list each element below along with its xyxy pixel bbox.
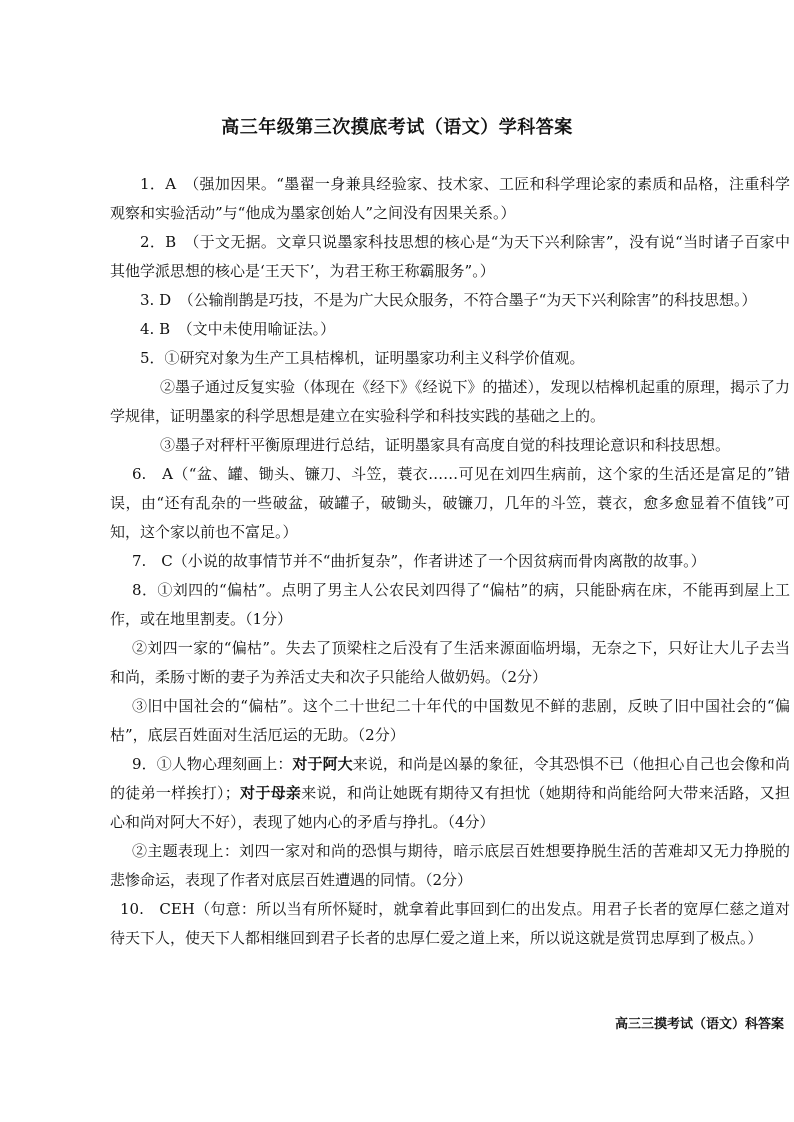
answer-9-bold-b: 对于母亲 xyxy=(239,784,302,802)
answer-5-point-3: ③墨子对秤杆平衡原理进行总结，证明墨家具有高度自觉的科技理论意识和科技思想。 xyxy=(160,436,731,454)
answer-1: 1．A （强加因果。“墨翟一身兼具经验家、技术家、工匠和科学理论家的素质和品格，注重科学观察和实验活动”与“他成为墨家创始人”之间没有因果关系。） xyxy=(110,175,790,222)
answer-5-point-2: ②墨子通过反复实验（体现在《经下》《经说下》的描述），发现以桔槔机起重的原理，揭示了力学规律，证明墨家的科学思想是建立在实验科学和科技实践的基础之上的。 xyxy=(110,378,791,425)
answers-body xyxy=(110,170,790,953)
answer-8-point-1: 8．①刘四的“偏枯”。点明了男主人公农民刘四得了“偏枯”的病，只能卧病在床，不能再到屋上工作，或在地里割麦。（1分） xyxy=(110,581,790,628)
answer-2: 2．B （于文无据。文章只说墨家科技思想的核心是“为天下兴利除害”，没有说“当时诸子百家中其他学派思想的核心是‘王天下’，为君王称王称霸服务”。） xyxy=(110,233,790,280)
answer-5-point-1: 5．①研究对象为生产工具桔槔机，证明墨家功利主义科学价值观。 xyxy=(140,349,585,367)
page-footer: 高三三摸考试（语文）科答案 xyxy=(614,1017,784,1032)
answer-9-text-b: 来说，和尚是凶暴的象征，令其恐惧不已（他担心自己也会像和尚的徒弟一样挨打）； xyxy=(110,755,790,802)
answer-9-point-1 xyxy=(110,750,790,837)
answer-7: 7. C（小说的故事情节并不“曲折复杂”，作者讲述了一个因贫病而骨肉离散的故事。） xyxy=(132,552,706,570)
answer-9-text-c: 来说，和尚让她既有期待又有担忧（她期待和尚能给阿大带来活路，又担心和尚对阿大不好），表现了她内心的矛盾与挣扎。（4分） xyxy=(110,784,790,831)
answer-9-text-a: 9．①人物心理刻画上： xyxy=(132,755,293,773)
answer-3: 3. D （公输削鹊是巧技，不是为广大民众服务，不符合墨子“为天下兴利除害”的科技思想。） xyxy=(140,291,757,309)
answer-10: 10. CEH（句意：所以当有所怀疑时，就拿着此事回到仁的出发点。用君子长者的宽厚仁慈之道对待天下人，使天下人都相继回到君子长者的忠厚仁爱之道上来，所以说这就是赏罚忠厚到了极点。） xyxy=(110,900,790,947)
page-title: 高三年级第三次摸底考试（语文）学科答案 xyxy=(221,117,573,138)
answer-6: 6. A（“盆、罐、锄头、镰刀、斗笠，蓑衣……可见在刘四生病前，这个家的生活还是富足的”错误，由“还有乱杂的一些破盆，破罐子，破锄头，破镰刀，几年的斗笠，蓑衣，愈多愈显着不值钱”可知，这个家以前也不富足。） xyxy=(110,465,790,541)
answer-9-bold-a: 对于阿大 xyxy=(292,755,353,773)
answer-8-point-3: ③旧中国社会的“偏枯”。这个二十世纪二十年代的中国数见不鲜的悲剧，反映了旧中国社会的“偏枯”，底层百姓面对生活厄运的无助。（2分） xyxy=(110,697,790,744)
answer-8-point-2: ②刘四一家的“偏枯”。失去了顶梁柱之后没有了生活来源面临坍塌，无奈之下，只好让大儿子去当和尚，柔肠寸断的妻子为养活丈夫和次子只能给人做奶妈。（2分） xyxy=(110,639,790,686)
answer-4: 4. B （文中未使用喻证法。） xyxy=(140,320,336,338)
answer-9-point-2: ②主题表现上：刘四一家对和尚的恐惧与期待，暗示底层百姓想要挣脱生活的苦难却又无力挣脱的悲惨命运，表现了作者对底层百姓遭遇的同情。（2分） xyxy=(110,842,790,889)
